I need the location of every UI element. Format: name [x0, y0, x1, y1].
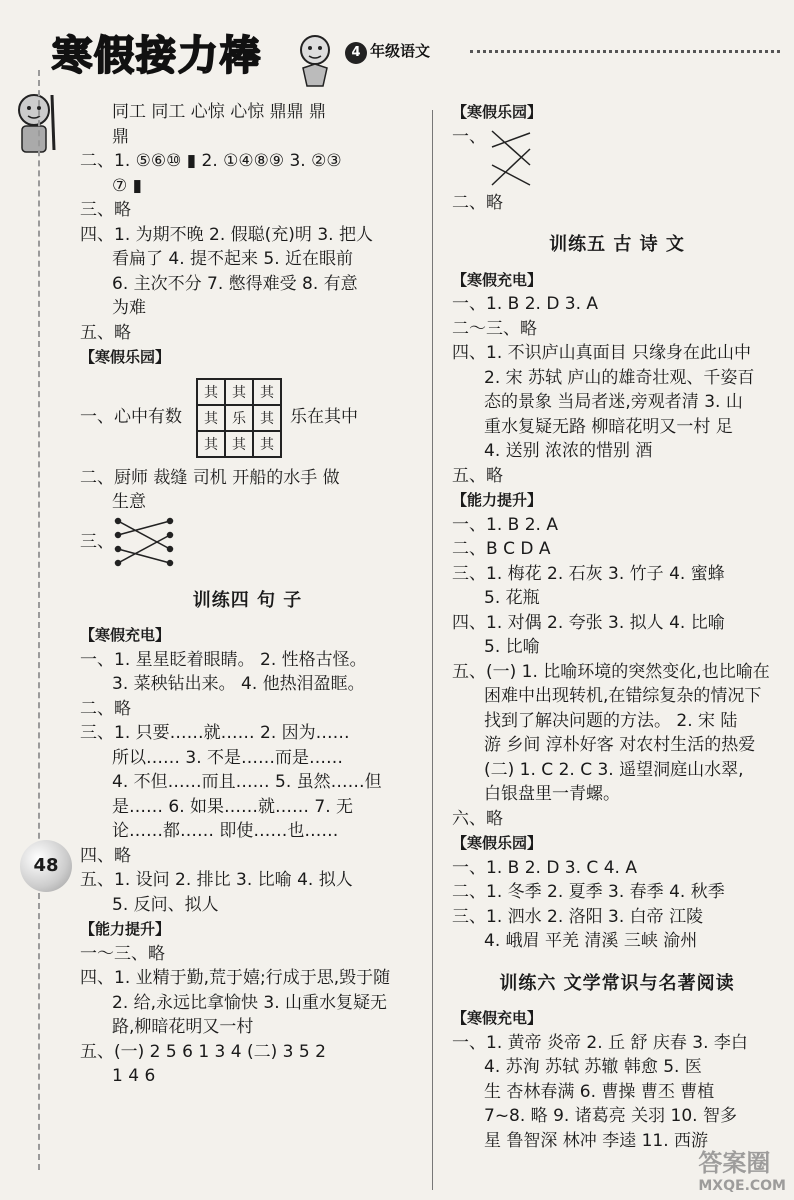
grid-cell: 其	[253, 405, 281, 431]
answer-line: 是…… 6. 如果……就…… 7. 无	[112, 796, 354, 817]
answer-line: 4. 峨眉 平羌 清溪 三峡 渝州	[484, 931, 698, 951]
answer-line: 生意	[112, 492, 146, 512]
answer-line: 4. 送别 浓浓的惜别 酒	[484, 441, 653, 461]
cross-lines-figure	[486, 125, 536, 191]
answer-line: 三、1. 只要……就…… 2. 因为……	[80, 723, 350, 743]
answers-block-ability	[452, 513, 782, 832]
grid-suffix: 乐在其中	[290, 407, 358, 428]
cross-lines-row	[452, 125, 782, 191]
answer-line: 星 鲁智深 林冲 李逵 11. 西游	[484, 1130, 709, 1151]
answer-line: 所以…… 3. 不是……而是……	[112, 747, 344, 768]
answer-line: 6. 主次不分 7. 憋得难受 8. 有意	[112, 273, 358, 294]
answer-line: 二、略	[452, 192, 503, 213]
page-number: 48	[20, 840, 72, 892]
answers-block-charge	[80, 648, 415, 918]
answer-line: 四、1. 为期不晚 2. 假聪(充)明 3. 把人	[80, 224, 373, 245]
header	[0, 0, 794, 100]
fig-label: 三、	[80, 532, 114, 553]
answer-line: 鼎	[112, 126, 129, 147]
answer-line: 三、1. 梅花 2. 石灰 3. 竹子 4. 蜜蜂	[452, 563, 725, 584]
heading-training-5: 训练五 古 诗 文	[549, 234, 685, 255]
answer-line: 二、1. 冬季 2. 夏季 3. 春季 4. 秋季	[452, 882, 725, 902]
grid-cell: 其	[253, 431, 281, 457]
answer-line: 二、1. ⑤⑥⑩ ▮ 2. ①④⑧⑨ 3. ②③	[80, 151, 342, 171]
answer-line: 7~8. 略 9. 诸葛亮 关羽 10. 智多	[484, 1106, 737, 1126]
answer-line: 2. 给,永远比拿愉快 3. 山重水复疑无	[112, 992, 388, 1013]
answer-line: 一～三、略	[80, 943, 165, 964]
section-heading-ability: 【能力提升】	[452, 491, 543, 509]
answers-block-charge	[452, 292, 782, 488]
answer-line: 游 乡间 淳朴好客 对农村生活的热爱	[484, 735, 756, 755]
answer-line: 5. 花瓶	[484, 588, 540, 608]
answer-line: (二) 1. C 2. C 3. 遥望洞庭山水翠,	[484, 759, 744, 780]
answer-line: 论……都…… 即使……也……	[112, 821, 339, 841]
answer-line: 一、1. B 2. D 3. A	[452, 294, 599, 314]
answer-line: 二、略	[80, 698, 131, 719]
answer-line: 2. 宋 苏轼 庐山的雄奇壮观、千姿百	[484, 367, 755, 388]
grade-number: 4	[345, 42, 367, 64]
answer-line: 白银盘里一青螺。	[484, 784, 620, 804]
answer-line: 四、略	[80, 845, 131, 866]
section-heading-charge: 【寒假充电】	[80, 626, 171, 644]
section-heading-fun: 【寒假乐园】	[80, 348, 171, 366]
mascot-boy-icon	[8, 90, 64, 160]
section-heading-charge-2: 【寒假充电】	[452, 1009, 543, 1027]
answer-line: 五、略	[80, 322, 131, 343]
grid-cell: 其	[197, 405, 225, 431]
answer-line: 三、略	[80, 200, 131, 220]
answer-line: 一、1. 黄帝 炎帝 2. 丘 舒 庆春 3. 李白	[452, 1032, 748, 1053]
answer-line: 一、1. B 2. D 3. C 4. A	[452, 857, 637, 878]
answers-block-charge-2	[452, 1031, 782, 1154]
margin-dashed-line	[38, 70, 40, 1170]
answer-line: 四、1. 对偶 2. 夸张 3. 拟人 4. 比喻	[452, 612, 725, 633]
grade-text: 年级语文	[370, 42, 431, 60]
section-heading-charge: 【寒假充电】	[452, 270, 543, 289]
grid-prefix: 一、心中有数	[80, 407, 182, 428]
answer-line: 四、1. 不识庐山真面目 只缘身在此山中	[452, 343, 752, 363]
grid-cell: 其	[197, 379, 225, 405]
grid-cell: 其	[225, 379, 253, 405]
fig-label: 一、	[452, 126, 486, 147]
watermark-main: 答案圈	[698, 1149, 771, 1177]
answer-line: 六、略	[452, 808, 503, 829]
book-title: 寒假接力棒	[52, 32, 262, 79]
left-column	[80, 100, 415, 1089]
answer-line: 五、1. 设问 2. 排比 3. 比喻 4. 拟人	[80, 870, 353, 890]
answer-line: 路,柳暗花明又一村	[112, 1017, 254, 1037]
answer-line: 二～三、略	[452, 318, 537, 339]
answer-line: 5. 反问、拟人	[112, 894, 219, 915]
answer-line: 4. 不但……而且…… 5. 虽然……但	[112, 772, 382, 792]
answer-line: 3. 菜秧钻出来。 4. 他热泪盈眶。	[112, 674, 365, 694]
answer-line: 五、(一) 1. 比喻环境的突然变化,也比喻在	[452, 661, 770, 682]
answers-block-mid	[80, 466, 415, 515]
grid-cell: 乐	[225, 405, 253, 431]
answers-block-top	[80, 100, 415, 345]
answer-line: 五、(一) 2 5 6 1 3 4 (二) 3 5 2	[80, 1041, 326, 1062]
answers-block-ability	[80, 942, 415, 1089]
heading-training-4: 训练四 句 子	[192, 589, 303, 611]
answers-block-fun-2	[452, 856, 782, 954]
answer-line: 4. 苏洵 苏轼 苏辙 韩愈 5. 医	[484, 1057, 702, 1077]
answer-line: 生 杏林春满 6. 曹操 曹丕 曹植	[484, 1081, 715, 1102]
mascot-girl-icon	[285, 28, 345, 88]
section-heading-fun-2: 【寒假乐园】	[452, 834, 543, 852]
answer-line: 五、略	[452, 465, 503, 486]
header-dotted-rule	[470, 50, 780, 53]
grid-cell: 其	[197, 431, 225, 457]
grid-cell: 其	[253, 379, 281, 405]
answer-line: ⑦ ▮	[112, 175, 142, 196]
heading-training-6: 训练六 文学常识与名著阅读	[499, 972, 735, 994]
matching-lines-row	[80, 515, 415, 571]
answer-line: 同工 同工 心惊 心惊 鼎鼎 鼎	[112, 102, 327, 122]
answer-line: 一、1. 星星眨着眼睛。 2. 性格古怪。	[80, 649, 367, 670]
character-grid	[196, 378, 282, 458]
answer-line: 二、厨师 裁缝 司机 开船的水手 做	[80, 467, 340, 488]
answer-line: 看扁了 4. 提不起来 5. 近在眼前	[112, 249, 354, 269]
answer-line: 5. 比喻	[484, 637, 540, 657]
watermark-sub: MXQE.COM	[698, 1178, 786, 1194]
right-column	[452, 100, 782, 1153]
grid-answer-row	[80, 370, 415, 466]
section-heading-fun: 【寒假乐园】	[452, 103, 543, 121]
answer-line: 态的景象 当局者迷,旁观者清 3. 山	[484, 392, 743, 412]
answer-line: 困难中出现转机,在错综复杂的情况下	[484, 686, 762, 706]
answer-line: 重水复疑无路 柳暗花明又一村 足	[484, 416, 733, 437]
answer-line: 二、B C D A	[452, 539, 551, 559]
watermark	[698, 1143, 786, 1194]
answer-line: 为难	[112, 298, 146, 318]
section-heading-ability: 【能力提升】	[80, 920, 171, 938]
answer-line: 找到了解决问题的方法。 2. 宋 陆	[484, 710, 738, 731]
column-divider	[432, 110, 433, 1190]
matching-lines-figure	[114, 515, 174, 571]
grid-cell: 其	[225, 431, 253, 457]
answer-line: 一、1. B 2. A	[452, 514, 558, 535]
answer-line: 三、1. 泗水 2. 洛阳 3. 白帝 江陵	[452, 906, 704, 927]
answer-line: 四、1. 业精于勤,荒于嬉;行成于思,毁于随	[80, 968, 391, 988]
answer-line: 1 4 6	[112, 1066, 156, 1086]
grade-label	[345, 40, 433, 64]
